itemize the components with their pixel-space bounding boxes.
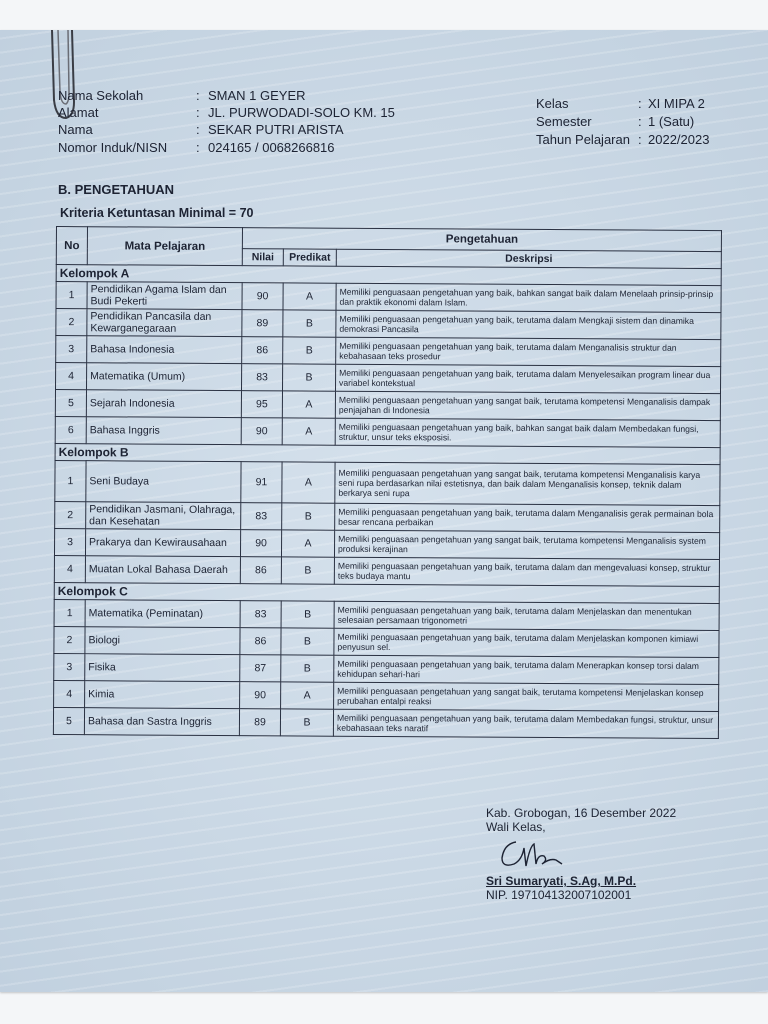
school-address: JL. PURWODADI-SOLO KM. 15 <box>208 105 395 120</box>
section-title: B. PENGETAHUAN <box>58 182 175 197</box>
table-row <box>54 653 719 684</box>
score-value: 86 <box>240 557 281 584</box>
predicate-value: B <box>283 310 336 337</box>
description-text: Memiliki penguasaan pengetahuan yang baik, bahkan sangat baik dalam Membedakan fungsi, struktur, unsur teks eksposisi. <box>335 418 720 447</box>
subject-name: Muatan Lokal Bahasa Daerah <box>85 556 240 584</box>
subject-name: Pendidikan Pancasila dan Kewarganegaraan <box>87 309 242 337</box>
score-value: 83 <box>240 601 281 628</box>
identity-label: Nama Sekolah <box>58 88 144 103</box>
identity-separator: : <box>638 96 642 111</box>
table-row <box>54 680 719 711</box>
identity-separator: : <box>196 122 200 137</box>
school-name: SMAN 1 GEYER <box>208 88 306 103</box>
signature-block <box>486 806 676 902</box>
subject-name: Bahasa Indonesia <box>87 336 242 364</box>
report-card-sheet <box>0 30 768 992</box>
student-id: 024165 / 0068266816 <box>208 140 335 155</box>
table-row <box>55 416 720 447</box>
table-row <box>54 555 719 586</box>
subject-name: Bahasa dan Sastra Inggris <box>84 708 239 736</box>
description-text: Memiliki penguasaan pengetahuan yang baik, terutama dalam Menganalisis gerak permainan bola besar rencana perbaikan <box>335 503 720 532</box>
identity-separator: : <box>196 88 200 103</box>
kkm-label: Kriteria Ketuntasan Minimal = <box>60 206 237 220</box>
handwritten-signature <box>486 834 676 874</box>
class-value: XI MIPA 2 <box>648 96 705 111</box>
subject-name: Fisika <box>85 654 240 682</box>
student-name: SEKAR PUTRI ARISTA <box>208 122 344 137</box>
table-row <box>56 309 721 340</box>
predicate-value: A <box>283 283 336 310</box>
description-text: Memiliki penguasaan pengetahuan yang sangat baik, terutama kompetensi Menganalisis dampak penjajahan di Indonesia <box>335 391 720 420</box>
description-text: Memiliki penguasaan pengetahuan yang baik, terutama dalam Menyelesaikan program linear dua variabel kontekstual <box>335 364 720 393</box>
table-row <box>56 363 721 394</box>
predicate-value: A <box>281 682 334 709</box>
description-text: Memiliki penguasaan pengetahuan yang baik, terutama dalam Mengkaji sistem dan dinamika demokrasi Pancasila <box>336 310 721 339</box>
identity-label: Semester <box>536 114 592 129</box>
identity-label: Alamat <box>58 105 99 120</box>
academic-year-value: 2022/2023 <box>648 132 710 147</box>
semester-value: 1 (Satu) <box>648 114 695 129</box>
subject-name: Pendidikan Jasmani, Olahraga, dan Kesehatan <box>86 502 241 530</box>
row-number: 4 <box>54 555 85 582</box>
signer-name: Sri Sumaryati, S.Ag, M.Pd. <box>486 874 637 888</box>
score-value: 90 <box>240 530 281 557</box>
row-number: 6 <box>55 416 86 443</box>
description-text: Memiliki penguasaan pengetahuan yang baik, terutama dalam Menjelaskan dan menentukan selesaian persamaan trigonometri <box>334 601 719 630</box>
row-number: 4 <box>54 680 85 707</box>
description-text: Memiliki penguasaan pengetahuan yang baik, terutama dalam Menganalisis struktur dan kebahasaan teks prosedur <box>336 337 721 366</box>
grades-table <box>53 226 722 739</box>
predicate-value: B <box>280 709 333 736</box>
row-number: 3 <box>54 653 85 680</box>
header-knowledge: Pengetahuan <box>242 228 721 252</box>
identity-label: Kelas <box>536 96 569 111</box>
subject-name: Pendidikan Agama Islam dan Budi Pekerti <box>87 282 242 310</box>
score-value: 89 <box>239 709 280 736</box>
table-row <box>56 282 721 313</box>
description-text: Memiliki penguasaan pengetahuan yang sangat baik, terutama kompetensi Menganalisis system produksi kerajinan <box>334 530 719 559</box>
score-value: 87 <box>240 655 281 682</box>
row-number: 1 <box>56 282 87 309</box>
identity-separator: : <box>196 140 200 155</box>
description-text: Memiliki penguasaan pengetahuan yang sangat baik, terutama kompetensi Menganalisis karya seni rupa berdasarkan nilai estetisnya, dan baik dalam Menganalisis konsep, teknik dalam berkarya seni rupa <box>335 462 720 505</box>
identity-separator: : <box>196 105 200 120</box>
table-row <box>55 501 720 532</box>
subject-name: Seni Budaya <box>86 461 241 503</box>
score-value: 95 <box>241 391 282 418</box>
table-row <box>54 599 719 630</box>
score-value: 83 <box>241 364 282 391</box>
score-value: 83 <box>241 503 282 530</box>
predicate-value: B <box>283 337 336 364</box>
header-subject: Mata Pelajaran <box>87 227 242 266</box>
predicate-value: A <box>282 418 335 445</box>
score-value: 90 <box>242 283 283 310</box>
score-value: 86 <box>242 337 283 364</box>
score-value: 91 <box>241 462 282 503</box>
description-text: Memiliki penguasaan pengetahuan yang baik, terutama dalam dan mengevaluasi konsep, struktur teks budaya mantu <box>334 557 719 586</box>
row-number: 2 <box>55 501 86 528</box>
description-text: Memiliki penguasaan pengetahuan yang sangat baik, terutama kompetensi Menjelaskan konsep perubahan entalpi reaksi <box>334 682 719 711</box>
score-value: 90 <box>241 418 282 445</box>
kkm-line <box>60 206 253 220</box>
subject-name: Bahasa Inggris <box>86 417 241 445</box>
subject-name: Matematika (Peminatan) <box>85 600 240 628</box>
table-row <box>55 390 720 421</box>
predicate-value: A <box>281 530 334 557</box>
place-date: Kab. Grobogan, 16 Desember 2022 <box>486 806 677 820</box>
header-description: Deskripsi <box>336 249 721 268</box>
table-row <box>54 528 719 559</box>
predicate-value: B <box>282 364 335 391</box>
row-number: 4 <box>56 363 87 390</box>
score-value: 86 <box>240 628 281 655</box>
identity-label: Tahun Pelajaran <box>536 132 630 147</box>
row-number: 5 <box>55 390 86 417</box>
header-no: No <box>56 227 87 265</box>
kkm-value: 70 <box>239 206 254 220</box>
table-row <box>56 336 721 367</box>
group-name: Kelompok B <box>55 443 720 464</box>
score-value: 89 <box>242 310 283 337</box>
description-text: Memiliki penguasaan pengetahuan yang baik, bahkan sangat baik dalam Menelaah prinsip-prinsip dan praktik ekonomi dalam Islam. <box>336 283 721 312</box>
grades-body <box>53 265 721 739</box>
subject-name: Prakarya dan Kewirausahaan <box>85 529 240 557</box>
table-row <box>55 460 720 505</box>
header-predicate: Predikat <box>283 249 336 266</box>
group-name: Kelompok A <box>56 265 721 286</box>
predicate-value: B <box>281 655 334 682</box>
group-name: Kelompok C <box>54 582 719 603</box>
subject-name: Kimia <box>85 681 240 709</box>
header-score: Nilai <box>242 249 283 266</box>
row-number: 2 <box>54 626 85 653</box>
predicate-value: B <box>281 557 334 584</box>
row-number: 1 <box>54 599 85 626</box>
identity-separator: : <box>638 132 642 147</box>
identity-separator: : <box>638 114 642 129</box>
predicate-value: A <box>282 391 335 418</box>
predicate-value: B <box>281 601 334 628</box>
predicate-value: B <box>282 503 335 530</box>
description-text: Memiliki penguasaan pengetahuan yang baik, terutama dalam Membedakan fungsi, struktur, unsur kebahasaan teks naratif <box>333 709 718 738</box>
row-number: 2 <box>56 309 87 336</box>
subject-name: Matematika (Umum) <box>87 363 242 391</box>
table-row <box>54 626 719 657</box>
table-row <box>53 707 718 738</box>
subject-name: Biologi <box>85 627 240 655</box>
description-text: Memiliki penguasaan pengetahuan yang baik, terutama dalam Menjelaskan komponen kimiawi penyusun sel. <box>334 628 719 657</box>
description-text: Memiliki penguasaan pengetahuan yang baik, terutama dalam Menerapkan konsep torsi dalam kehidupan sehari-hari <box>334 655 719 684</box>
predicate-value: B <box>281 628 334 655</box>
predicate-value: A <box>282 462 335 503</box>
row-number: 5 <box>53 707 84 734</box>
identity-label: Nomor Induk/NISN <box>58 140 168 155</box>
row-number: 1 <box>55 460 86 501</box>
row-number: 3 <box>56 336 87 363</box>
identity-label: Nama <box>58 122 93 137</box>
row-number: 3 <box>54 528 85 555</box>
signer-role: Wali Kelas, <box>486 820 546 834</box>
subject-name: Sejarah Indonesia <box>86 390 241 418</box>
signer-nip: NIP. 197104132007102001 <box>486 888 632 902</box>
score-value: 90 <box>240 682 281 709</box>
